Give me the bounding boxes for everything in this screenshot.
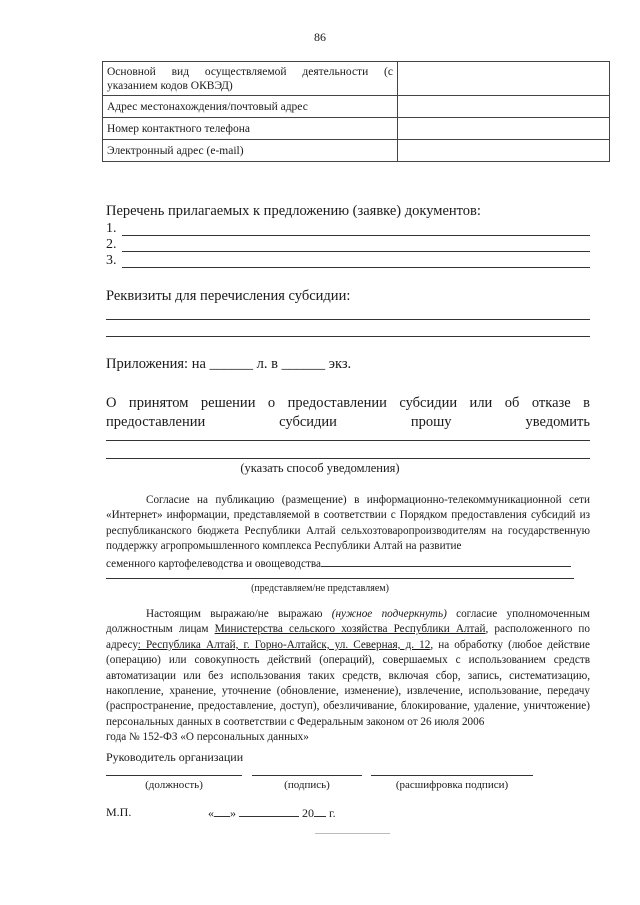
page-number: 86 [314,30,326,44]
document-number: 3. [106,253,117,268]
table-cell-value[interactable] [398,118,610,140]
ministry-address: : Республика Алтай, г. Горно-Алтайск, ул. Северная, д. 12 [137,638,431,651]
document-line-2[interactable] [106,237,590,253]
table-cell-label: Электронный адрес (e-mail) [103,140,398,162]
document-number: 1. [106,221,117,236]
position-caption: (должность) [145,779,203,791]
month-blank[interactable] [239,805,299,817]
document-line-1[interactable] [106,221,590,237]
publication-line[interactable] [106,578,574,579]
requisites-line-1[interactable] [106,319,590,320]
notification-request [106,394,590,432]
table-cell-label: Основной вид осуществляемой деятельности (с указанием кодов ОКВЭД) [103,62,398,96]
publication-caption: (представляем/не представляем) [251,583,389,594]
publication-consent-text: Согласие на публикацию (размещение) в информационно-телекоммуникационной сети «Интернет» информации, представляемой в соответствии с Порядком предоставления субсидий из республиканского бюджета Республики Алтай сельхозтоваропроизводителям на государственную поддержку агропромышленного комплекса Республики Алтай на развитие [106,494,590,553]
document-number: 2. [106,237,117,252]
personal-data-consent: Настоящим выражаю/не выражаю (нужное подчеркнуть) согласие уполномоченным должностным лицам Министерства сельского хозяйства Республики Алтай, расположенного по адресу: Республика Алтай, г. Горно-Алтайск, ул. Северная, д. 12, на обработку (любое действие (операцию) или совокупность действий (операций), совершаемых с использованием средств автоматизации или без использования таких средств, включая сбор, запись, систематизацию, накопление, хранение, уточнение (обновление, изменение), извлечение, использование, передачу (распространение, предоставление, доступ), обезличивание, блокирование, удаление, уничтожение) персональных данных в соответствии с Федеральным законом от 26 июля 2006 года № 152-ФЗ «О персональных данных» [106,607,590,746]
notification-method-line-1[interactable] [106,440,590,441]
notification-line: О принятом решении о предоставлении субсидии или об отказе в [106,395,590,411]
signature-caption: (подпись) [284,779,330,791]
table-cell-value[interactable] [398,96,610,118]
table-cell-label: Адрес местонахождения/почтовый адрес [103,96,398,118]
name-decoding-caption: (расшифровка подписи) [395,779,509,791]
documents-heading: Перечень прилагаемых к предложению (заявке) документов: [106,203,481,219]
year-blank[interactable] [314,805,326,817]
date-line: « » 20 г. [208,806,336,820]
publication-blank[interactable] [321,555,571,567]
table-row [103,118,610,140]
notification-method-line-2[interactable] [106,458,590,459]
appendix-text: Приложения: на ______ л. в ______ экз. [106,356,352,372]
day-blank[interactable] [214,805,230,817]
name-decoding-line[interactable] [371,775,533,776]
notification-word: уведомить [525,414,590,430]
table-cell-value[interactable] [398,140,610,162]
signature-heading: Руководитель организации [106,750,244,764]
signature-line[interactable] [252,775,362,776]
requisites-line-2[interactable] [106,336,590,337]
position-line[interactable] [106,775,242,776]
ministry-name: Министерства сельского хозяйства Республики Алтай [214,623,486,636]
publication-consent-last-line: семенного картофелеводства и овощеводства [106,555,590,572]
notification-word: прошу [410,414,452,430]
choose-hint: (нужное подчеркнуть) [331,608,447,620]
organization-info-table [102,61,610,162]
notification-word: субсидии [279,414,337,430]
document-line-3[interactable] [106,253,590,269]
personal-data-last-line: года № 152-ФЗ «О персональных данных» [106,731,309,744]
requisites-heading: Реквизиты для перечисления субсидии: [106,288,351,304]
stamp-place: М.П. [106,805,132,819]
publication-consent [106,493,590,572]
table-row [103,96,610,118]
table-row [103,62,610,96]
table-cell-value[interactable] [398,62,610,96]
table-cell-label: Номер контактного телефона [103,118,398,140]
notification-line [106,413,590,432]
table-row [103,140,610,162]
notification-caption: (указать способ уведомления) [240,461,400,475]
notification-word: предоставлении [106,414,206,430]
bottom-divider [315,833,390,834]
